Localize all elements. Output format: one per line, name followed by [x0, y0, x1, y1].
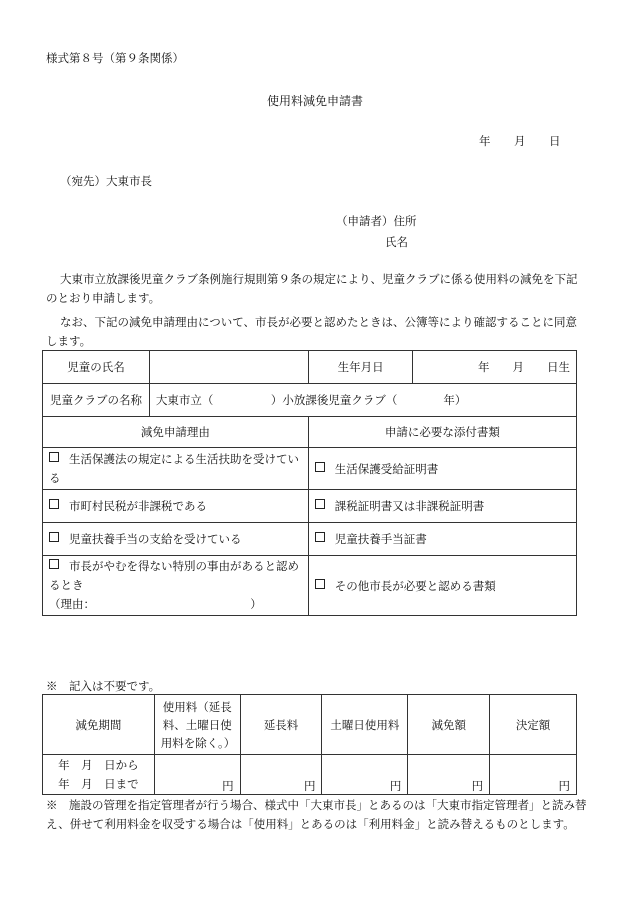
- office-header-decision: 決定額: [490, 695, 577, 755]
- doc-row-1: [308, 448, 576, 490]
- office-header-reduction: 減免額: [408, 695, 490, 755]
- checkbox-doc-3[interactable]: [315, 532, 325, 542]
- reason-row-3[interactable]: [43, 523, 309, 556]
- doc-row-4: [308, 556, 576, 616]
- date-month: 月: [514, 134, 526, 148]
- reason-note[interactable]: （理由： ）: [49, 597, 262, 611]
- office-header-saturday: 土曜日使用料: [322, 695, 408, 755]
- child-name-label: 児童の氏名: [43, 351, 150, 384]
- doc-text-1: 生活保護受給証明書: [334, 461, 439, 476]
- office-use-note: ※ 記入は不要です。: [46, 679, 161, 693]
- checkbox-reason-1[interactable]: [49, 452, 59, 462]
- birthdate-value[interactable]: 年 月 日生: [413, 351, 577, 384]
- office-saturday-cell: 円: [322, 755, 408, 795]
- application-table: [42, 350, 577, 616]
- reason-row-1[interactable]: [43, 448, 309, 490]
- form-number: 様式第８号（第９条関係）: [46, 51, 184, 65]
- child-name-input[interactable]: [149, 351, 308, 384]
- office-decision-cell: 円: [490, 755, 577, 795]
- office-period-cell: [43, 755, 155, 795]
- office-extension-cell: 円: [240, 755, 322, 795]
- checkbox-reason-4[interactable]: [49, 559, 59, 569]
- page-title: 使用料減免申請書: [266, 94, 363, 108]
- birthdate-label: 生年月日: [308, 351, 413, 384]
- applicant-address-label: （申請者）住所: [336, 214, 417, 228]
- doc-row-2: [308, 490, 576, 523]
- office-reduction-cell: 円: [408, 755, 490, 795]
- office-fee-cell: 円: [154, 755, 240, 795]
- checkbox-doc-2[interactable]: [315, 499, 325, 509]
- office-table: [42, 694, 577, 795]
- doc-text-4: その他市長が必要と認める書類: [334, 578, 496, 593]
- applicant-name-label: 氏名: [385, 235, 408, 249]
- reason-text-1: 生活保護法の規定による生活扶助を受けている: [49, 451, 299, 485]
- reason-text-4: 市長がやむを得ない特別の事由があると認めるとき: [49, 559, 299, 592]
- reason-text-2: 市町村民税が非課税である: [69, 499, 207, 513]
- footnote: ※ 施設の管理を指定管理者が行う場合、様式中「大東市長」とあるのは「大東市指定管理者」と読み替え、併せて利用料金を収受する場合は「使用料」とあるのは「利用料金」と読み替えるものとします。: [46, 798, 587, 831]
- docs-header: 申請に必要な添付書類: [308, 417, 576, 448]
- club-name-label: 児童クラブの名称: [43, 384, 150, 417]
- doc-text-3: 児童扶養手当証書: [334, 532, 427, 546]
- reason-header: 減免申請理由: [43, 417, 309, 448]
- office-header-fee: 使用料（延長料、土曜日使用料を除く。）: [154, 695, 240, 755]
- period-to: 年 月 日まで: [58, 776, 139, 791]
- paragraph-consent: なお、下記の減免申請理由について、市長が必要と認めたときは、公簿等により確認することに同意します。: [46, 315, 578, 348]
- reason-text-3: 児童扶養手当の支給を受けている: [69, 532, 242, 546]
- date-year: 年: [479, 134, 491, 148]
- reason-row-2[interactable]: [43, 490, 309, 523]
- addressee: （宛先）大東市長: [60, 174, 152, 188]
- reason-row-4[interactable]: [43, 556, 309, 616]
- date-day: 日: [549, 134, 561, 148]
- checkbox-doc-1[interactable]: [315, 462, 325, 472]
- office-header-period: 減免期間: [43, 695, 155, 755]
- checkbox-doc-4[interactable]: [315, 579, 325, 589]
- office-header-extension: 延長料: [240, 695, 322, 755]
- doc-text-2: 課税証明書又は非課税証明書: [334, 499, 485, 513]
- paragraph-request: 大東市立放課後児童クラブ条例施行規則第９条の規定により、児童クラブに係る使用料の減免を下記のとおり申請します。: [46, 272, 578, 305]
- doc-row-3: [308, 523, 576, 556]
- checkbox-reason-3[interactable]: [49, 532, 59, 542]
- period-from: 年 月 日から: [58, 757, 139, 772]
- checkbox-reason-2[interactable]: [49, 499, 59, 509]
- club-name-value[interactable]: 大東市立（ ）小放課後児童クラブ（ 年）: [149, 384, 576, 417]
